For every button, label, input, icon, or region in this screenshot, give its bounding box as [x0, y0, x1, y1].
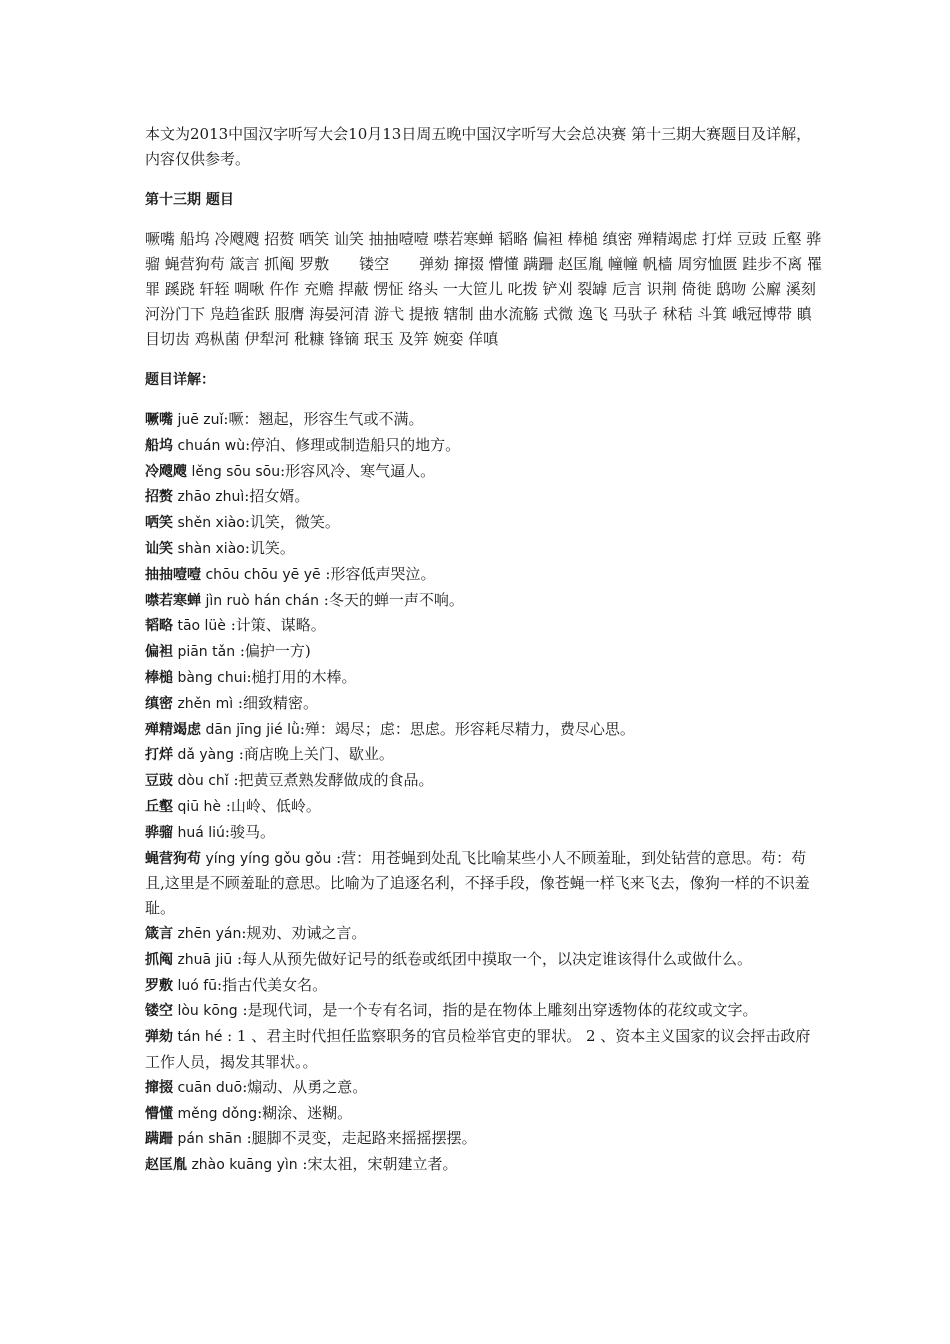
entry-definition: :讥笑，微笑。 [244, 513, 340, 532]
entry-definition: :山岭、低岭。 [221, 796, 321, 815]
entry-list [145, 407, 825, 1178]
entry-term: 蹒跚 [145, 1131, 173, 1148]
entry-pinyin: piān tǎn [173, 644, 236, 661]
entry-term: 撺掇 [145, 1079, 173, 1096]
entry-pinyin: bàng chui [173, 669, 247, 686]
entry-item [145, 794, 825, 820]
intro-paragraph: 本文为2013中国汉字听写大会10月13日周五晚中国汉字听写大会总决赛 第十三期大赛题目及详解，内容仅供参考。 [145, 125, 812, 168]
entry-item [145, 1024, 825, 1075]
entry-definition: :形容风冷、寒气逼人。 [280, 461, 436, 480]
word-list: 噘嘴 船坞 冷飕飕 招赘 哂笑 讪笑 抽抽噎噎 噤若寒蝉 韬略 偏袒 棒槌 缜密 殚精竭虑 打烊 豆豉 丘壑 骅骝 蝇营狗苟 箴言 抓阄 罗敷 镂空 弹劾 撺掇 懵懂 蹒跚 赵匡胤 幢幢 帆樯 周穷恤匮 跬步不离 罹罪 蹊跷 轩轾 啁啾 仵作 充赡 捍蔽 愣怔 络头 一大笸儿 叱拨 铲刈 裂罅 卮言 识荆 倚徙 鸱吻 公廨 溪刻 河汾门下 凫趋雀跃 服膺 海晏河清 游弋 提掖 辖制 曲水流觞 式微 逸飞 马驮子 秫秸 斗箕 峨冠博带 瞋目切齿 鸡枞菌 伊犁河 秕糠 锋镝 珉玉 及笄 婉娈 佯嗔 [145, 230, 822, 348]
entry-pinyin: chuán wù [173, 437, 246, 454]
entry-definition: :噘：翘起，形容生气或不满。 [223, 410, 424, 428]
entry-definition: :营：用苍蝇到处乱飞比喻某些小人不顾羞耻，到处钻营的意思。苟：苟且,这里是不顾羞耻的意思。比喻为了追逐名利，不择手段，像苍蝇一样飞来飞去，像狗一样的不识羞耻。 [145, 848, 810, 918]
entry-definition: :每人从预先做好记号的纸卷或纸团中摸取一个，以决定谁该得什么或做什么。 [232, 949, 753, 968]
entry-term: 打烊 [145, 747, 173, 764]
entry-item [145, 484, 825, 510]
document-page [145, 122, 825, 1178]
entry-item [145, 613, 825, 639]
entry-term: 弹劾 [145, 1029, 173, 1046]
entry-term: 噤若寒蝉 [145, 592, 201, 609]
entry-item [145, 921, 825, 947]
entry-item [145, 407, 825, 433]
entry-item [145, 717, 825, 743]
entry-definition: :糊涂、迷糊。 [257, 1103, 353, 1122]
entry-pinyin: cuān duō [173, 1079, 243, 1096]
entry-term: 韬略 [145, 618, 173, 635]
entry-pinyin: yíng yíng gǒu gǒu [201, 850, 332, 867]
entry-pinyin: qiū hè [173, 798, 222, 815]
entry-item [145, 691, 825, 717]
entry-pinyin: zhāo zhuì [173, 489, 245, 506]
entry-definition: :计策、谋略。 [225, 616, 326, 635]
entry-definition: :宋太祖，宋朝建立者。 [297, 1155, 458, 1174]
entry-term: 豆豉 [145, 773, 173, 790]
entry-item [145, 562, 825, 588]
entry-item [145, 947, 825, 973]
entry-pinyin: juē zuǐ [173, 412, 224, 428]
details-heading: 题目详解： [145, 372, 215, 388]
entry-definition: :规劝、劝诫之言。 [241, 923, 367, 942]
entry-term: 镂空 [145, 1003, 173, 1020]
entry-definition: :把黄豆煮熟发酵做成的食品。 [228, 771, 434, 790]
entry-definition: :腿脚不灵变，走起路来摇摇摆摆。 [241, 1129, 477, 1148]
entry-term: 骅骝 [145, 824, 173, 841]
entry-term: 赵匡胤 [145, 1157, 187, 1174]
entry-term: 哂笑 [145, 515, 173, 532]
entry-definition: :槌打用的木棒。 [246, 667, 357, 686]
entry-term: 箴言 [145, 925, 173, 942]
entry-definition: :是现代词，是一个专有名词，指的是在物体上雕刻出穿透物体的花纹或文字。 [237, 1001, 758, 1020]
entry-term: 丘壑 [145, 798, 173, 815]
entry-term: 懵懂 [145, 1105, 173, 1122]
entry-term: 蝇营狗苟 [145, 850, 201, 867]
entry-pinyin: dǎ yàng [173, 747, 234, 764]
entry-pinyin: zhào kuāng yìn [187, 1157, 298, 1174]
entry-item [145, 1075, 825, 1101]
entry-term: 噘嘴 [145, 412, 173, 428]
entry-definition: : 1 、君主时代担任监察职务的官员检举官吏的罪状。 2 、资本主义国家的议会抨击政府工作人员，揭发其罪状。。 [145, 1027, 811, 1071]
entry-pinyin: zhěn mì [173, 695, 234, 712]
entry-pinyin: měng dǒng [173, 1105, 258, 1122]
entry-term: 抽抽噎噎 [145, 566, 201, 583]
entry-pinyin: zhuā jiū [173, 951, 233, 968]
entry-definition: :停泊、修理或制造船只的地方。 [245, 435, 461, 454]
entry-item [145, 459, 825, 485]
entry-definition: :殚：竭尽；虑：思虑。形容耗尽精力，费尽心思。 [299, 719, 635, 738]
entry-pinyin: huá liú [173, 824, 225, 841]
entry-item [145, 768, 825, 794]
entry-definition: :细致精密。 [233, 693, 318, 712]
entry-term: 殚精竭虑 [145, 721, 201, 738]
entry-term: 讪笑 [145, 540, 173, 557]
entry-term: 棒槌 [145, 669, 173, 686]
entry-item [145, 665, 825, 691]
entry-pinyin: chōu chōu yē yē [201, 566, 321, 583]
entry-term: 偏袒 [145, 644, 173, 661]
entry-item [145, 1126, 825, 1152]
entry-definition: :煽动、从勇之意。 [242, 1077, 368, 1096]
entry-pinyin: tán hé [173, 1029, 223, 1046]
entry-pinyin: jìn ruò hán chán [201, 592, 319, 609]
entry-item [145, 998, 825, 1024]
entry-item [145, 1101, 825, 1127]
entry-item [145, 1152, 825, 1178]
entry-item [145, 639, 825, 665]
entry-definition: :讥笑。 [244, 538, 295, 557]
entry-pinyin: luó fū [173, 977, 218, 994]
entry-pinyin: lěng sōu sōu [187, 463, 281, 480]
entry-definition: :冬天的蝉一声不响。 [319, 590, 464, 609]
entry-item [145, 536, 825, 562]
entry-pinyin: dòu chǐ [173, 773, 229, 790]
entry-term: 罗敷 [145, 977, 173, 994]
entry-item [145, 588, 825, 614]
entry-term: 冷飕飕 [145, 463, 187, 480]
entry-definition: :商店晚上关门、歇业。 [234, 745, 394, 764]
entry-definition: :招女婿。 [244, 487, 310, 506]
entry-item [145, 510, 825, 536]
entry-pinyin: shàn xiào [173, 540, 245, 557]
entry-pinyin: zhēn yán [173, 925, 242, 942]
entry-pinyin: shěn xiào [173, 515, 245, 532]
entry-pinyin: tāo lüè [173, 618, 226, 635]
entry-term: 抓阄 [145, 951, 173, 968]
entry-item [145, 433, 825, 459]
entry-pinyin: dān jīng jié lǜ [201, 721, 300, 738]
entry-definition: :指古代美女名。 [217, 975, 328, 994]
entry-pinyin: lòu kōng [173, 1003, 238, 1020]
entry-definition: :骏马。 [224, 822, 275, 841]
questions-heading: 第十三期 题目 [145, 192, 234, 208]
entry-item [145, 742, 825, 768]
entry-definition: :形容低声哭泣。 [320, 564, 436, 583]
entry-term: 招赘 [145, 489, 173, 506]
entry-term: 船坞 [145, 437, 173, 454]
entry-item [145, 820, 825, 846]
entry-definition: :偏护一方) [235, 642, 311, 661]
entry-item [145, 973, 825, 999]
entry-pinyin: pán shān [173, 1131, 242, 1148]
entry-term: 缜密 [145, 695, 173, 712]
entry-item [145, 846, 825, 921]
